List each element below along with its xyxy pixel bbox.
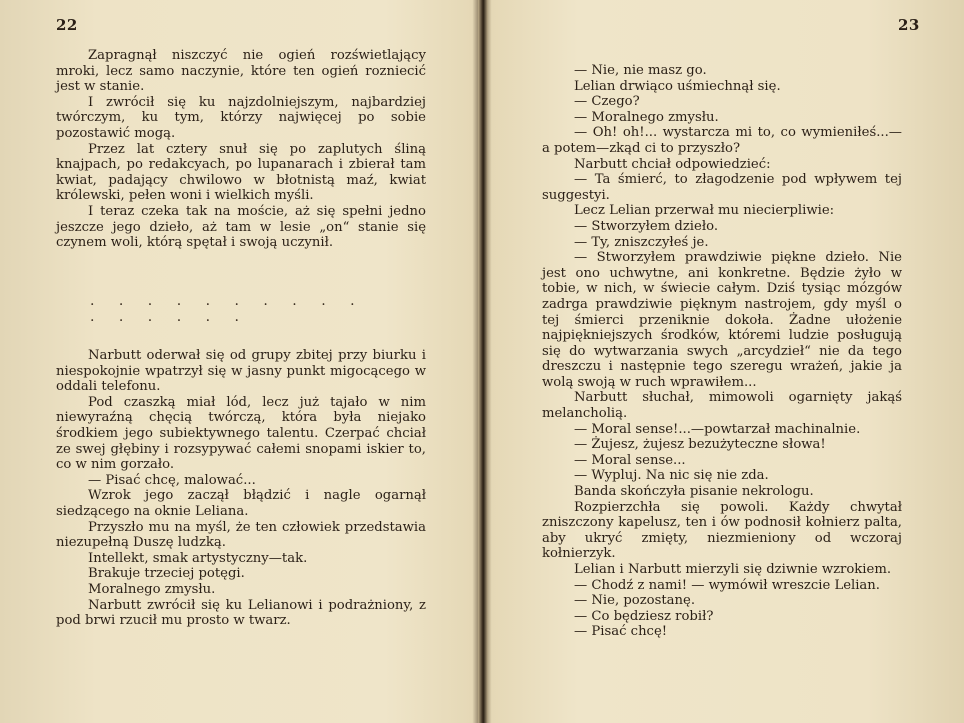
paragraph: — Ta śmierć, to złagodzenie pod wpływem tej suggestyi. — [542, 172, 902, 203]
paragraph: Lecz Lelian przerwał mu niecierpliwie: — [574, 203, 835, 219]
paragraph: I zwrócił się ku najzdolniejszym, najbardziej twórczym, ku tym, którzy najwięcej po sobie pozostawić mogą. — [56, 94, 426, 141]
paragraph: Rozpierzchła się powoli. Każdy chwytał zniszczony kapelusz, ten i ów podnosił kołnierz palta, aby ukryć zmięty, niezmieniony od wczoraj kołnierzyk. — [542, 499, 902, 562]
paragraph: — Stworzyłem dzieło. — [574, 218, 719, 234]
text-block-right — [542, 63, 902, 640]
paragraph: — Oh! oh!... wystarcza mi to, co wymieniłeś...— a potem—zkąd ci to przyszło? — [542, 125, 902, 156]
left-page — [0, 0, 480, 723]
paragraph: — Nie, pozostanę. — [574, 593, 696, 609]
paragraph: Narbutt zwrócił się ku Lelianowi i podrażniony, z pod brwi rzucił mu prosto w twarz. — [56, 597, 426, 629]
paragraph: — Moral sense... — [574, 452, 686, 468]
paragraph: — Żujesz, żujesz bezużyteczne słowa! — [574, 437, 826, 453]
paragraph: Lelian drwiąco uśmiechnął się. — [574, 78, 781, 94]
paragraph: — Moral sense!...—powtarzał machinalnie. — [574, 421, 861, 437]
text-block-top — [56, 48, 426, 251]
section-separator: . . . . . . . . . . . . . . . . — [90, 293, 365, 325]
paragraph: Narbutt chciał odpowiedzieć: — [574, 156, 771, 172]
paragraph: — Pisać chcę, malować... — [88, 472, 256, 488]
paragraph: — Moralnego zmysłu. — [574, 109, 719, 125]
paragraph: Przez lat cztery snuł się po zaplutych śliną knajpach, po redakcyach, po lupanarach i zbierał tam kwiat, padający chwilowo w błotnistą maź, kwiat królewski, pełen woni i wielkich myśli. — [56, 141, 426, 204]
paragraph: — Ty, zniszczyłeś je. — [574, 234, 709, 250]
paragraph: Przyszło mu na myśl, że ten człowiek przedstawia niezupełną Duszę ludzką. — [56, 519, 426, 551]
right-page — [486, 0, 964, 723]
paragraph: — Chodź z nami! — wymówił wreszcie Lelian. — [574, 577, 880, 593]
paragraph: Narbutt słuchał, mimowoli ogarnięty jakąś melancholią. — [542, 390, 902, 422]
paragraph: — Wypluj. Na nic się nie zda. — [574, 468, 769, 484]
paragraph: Zapragnął niszczyć nie ogień rozświetlający mroki, lecz samo naczynie, które ten ogień rozniecić jest w stanie. — [56, 48, 426, 95]
paragraph: Lelian i Narbutt mierzyli się dziwnie wzrokiem. — [574, 562, 892, 577]
paragraph: Banda skończyła pisanie nekrologu. — [574, 484, 814, 500]
paragraph: Brakuje trzeciej potęgi. — [88, 566, 245, 582]
text-block-bottom — [56, 348, 426, 629]
paragraph: — Stworzyłem prawdziwie piękne dzieło. Nie jest ono uchwytne, ani konkretne. Będzie żyło w tobie, w nich, w świecie całym. Dziś tysiąc mózgów zadrga prawdziwie pięknym nastrojem, gdy myśl o tej śmierci przeniknie dokoła. Żadne ułożenie najpiękniejszych środków, któremi ludzie posługują się do wytwarzania swych „arcydzieł“ nie da tego dreszczu i następnie tego szeregu wrażeń, jakie ja wolą swoją w ruch wprawiłem... — [542, 250, 902, 390]
page-number-right: 23 — [898, 16, 920, 34]
paragraph: Moralnego zmysłu. — [88, 581, 216, 597]
paragraph: Intellekt, smak artystyczny—tak. — [88, 550, 308, 566]
paragraph: I teraz czeka tak na moście, aż się spełni jedno jeszcze jego dzieło, aż tam w lesie „on“ stanie się czynem woli, którą spętał i swoją uczynił. — [56, 203, 426, 251]
paragraph: Wzrok jego zaczął błądzić i nagle ogarnął siedzącego na oknie Leliana. — [56, 488, 426, 519]
page-number-left: 22 — [56, 16, 78, 34]
paragraph: — Nie, nie masz go. — [574, 63, 707, 78]
paragraph: Pod czaszką miał lód, lecz już tajało w nim niewyraźną chęcią twórczą, która była niejako środkiem jego subiektywnego talentu. Czerpać chciał ze swej głębiny i rozsypywać całemi snopami iskier to, co w nim gorzało. — [56, 394, 426, 473]
paragraph: — Pisać chcę! — [574, 624, 668, 640]
paragraph: — Co będziesz robił? — [574, 608, 714, 624]
paragraph: Narbutt oderwał się od grupy zbitej przy biurku i niespokojnie wpatrzył się w jasny punkt migocącego w oddali telefonu. — [56, 348, 426, 395]
paragraph: — Czego? — [574, 94, 640, 110]
